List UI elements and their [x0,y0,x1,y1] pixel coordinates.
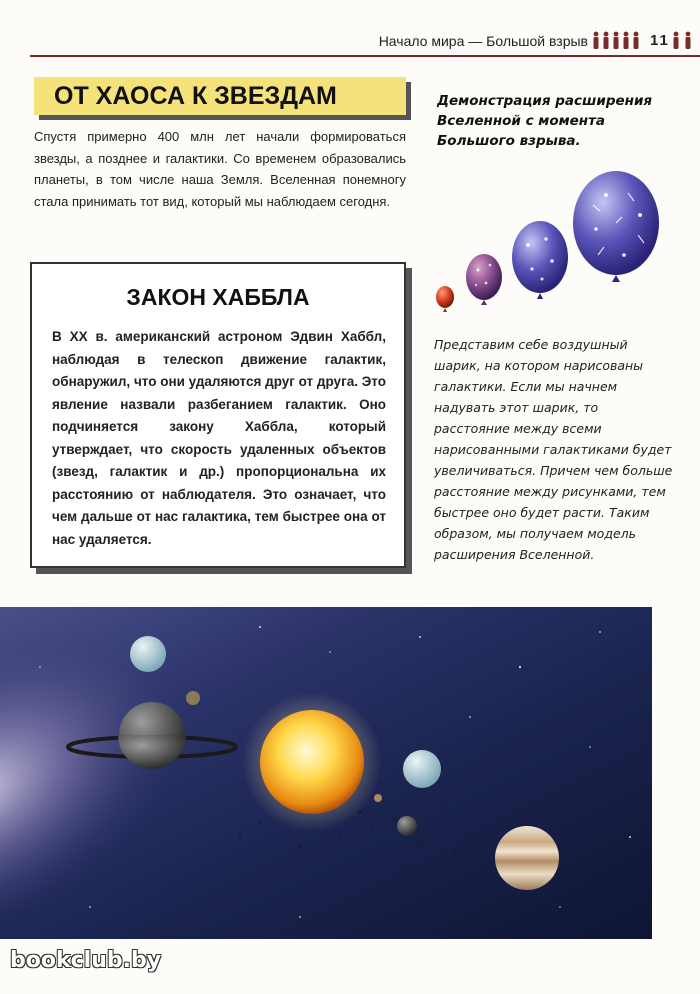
people-icons [592,30,644,50]
balloon-medium [512,221,568,299]
page-number: 11 [650,32,670,49]
person-icon [670,30,696,50]
header-rule [30,55,700,57]
intro-paragraph: Спустя примерно 400 млн лет начали формироваться звезды, а позднее и галактики. Со временем образовались планеты, в том числе наша Земля. Вселенная понемногу стала принимать тот вид, который мы наблюдаем сегодня. [34,129,406,209]
solar-system-illustration [0,607,652,939]
hubble-law-text: В XX в. американский астроном Эдвин Хаббл, наблюдая в телескоп движение галактик, обнаружил, что они удаляются друг от друга. Это явление назвали разбеганием галактик. Оно подчиняется закону Хаббла, который утверждает, что скорость удаленных объектов (звезд, галактик и др.) пропорциональна их расстоянию от наблюдателя. Это означает, что чем дальше от нас галактика, тем быстрее она от нас удаляется. [52,329,386,547]
section-title-banner [34,77,406,115]
balloon-explanation: Представим себе воздушный шарик, на котором нарисованы галактики. Если мы начнем надувать этот шарик, то расстояние между всеми нарисованными галактиками будет увеличиваться. Причем чем больше расстояние между рисунками, тем быстрее оно будет расти. Таким образом, мы получаем модель расширения Вселенной. [434,337,673,562]
balloon-large [573,171,659,282]
hubble-law-box [30,262,406,568]
balloons-illustration [428,165,668,320]
page-header [0,0,700,60]
balloon-tiny [436,286,454,312]
hubble-law-title: ЗАКОН ХАББЛА [126,284,310,310]
balloon-small [466,254,502,305]
demo-caption: Демонстрация расширения Вселенной с момента Большого взрыва. [437,93,653,149]
section-title: ОТ ХАОСА К ЗВЕЗДАМ [54,82,337,110]
running-title: Начало мира — Большой взрыв [378,33,588,49]
watermark: bookclub.by [10,948,162,973]
